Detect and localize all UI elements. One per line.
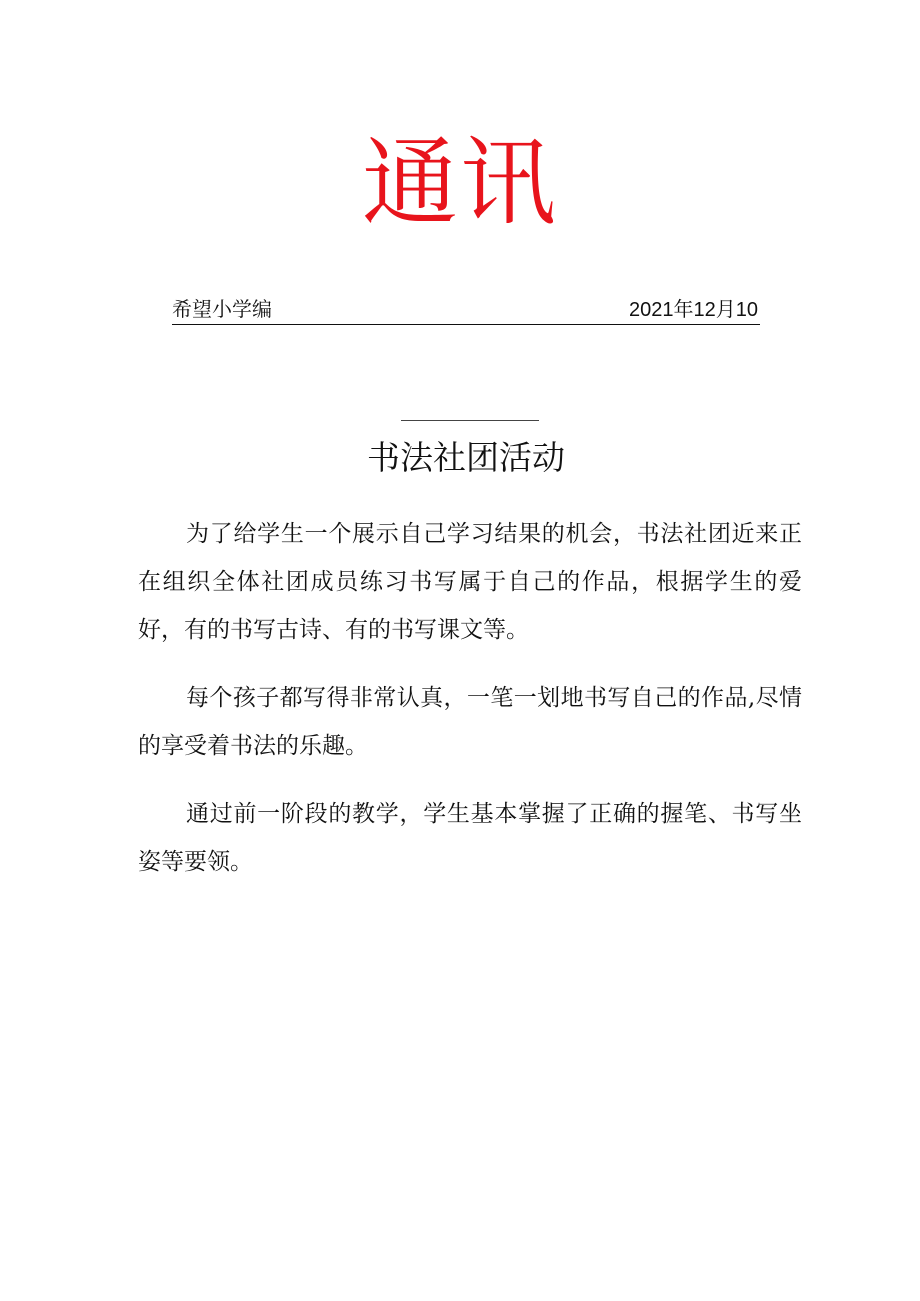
article-title: 书法社团活动	[367, 438, 565, 477]
article-paragraph: 为了给学生一个展示自己学习结果的机会，书法社团近来正在组织全体社团成员练习书写属于自己的作品，根据学生的爱好，有的书写古诗、有的书写课文等。	[138, 521, 802, 643]
article-paragraph: 每个孩子都写得非常认真，一笔一划地书写自己的作品,尽情的享受着书法的乐趣。	[138, 685, 802, 759]
newsletter-masthead: 通讯	[362, 127, 558, 239]
article-paragraph: 通过前一阶段的教学，学生基本掌握了正确的握笔、书写坐姿等要领。	[138, 801, 802, 875]
article-body	[138, 510, 802, 906]
issue-date: 2021年12月10	[629, 299, 758, 321]
meta-row	[172, 298, 760, 325]
title-divider	[401, 420, 539, 421]
editor-label: 希望小学编	[172, 299, 272, 321]
